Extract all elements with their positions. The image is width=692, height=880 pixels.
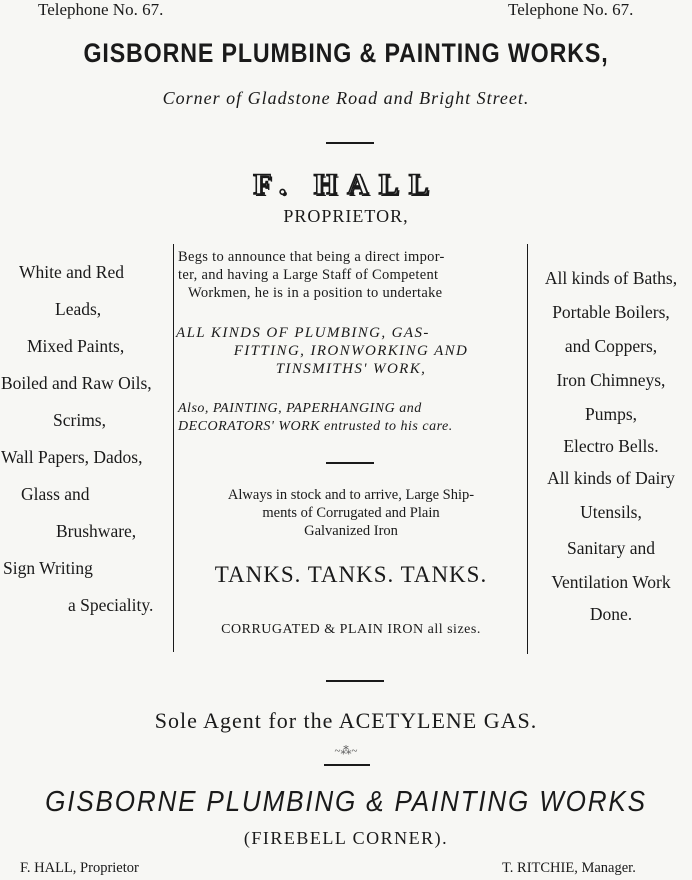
divider-center-1 bbox=[326, 462, 374, 464]
divider-top bbox=[326, 142, 374, 144]
list-item: Sanitary and bbox=[567, 538, 655, 558]
footer-proprietor: F. HALL, Proprietor bbox=[20, 860, 139, 876]
tanks-headline: TANKS. TANKS. TANKS. bbox=[214, 562, 488, 587]
column-divider-left bbox=[173, 244, 174, 652]
intro-line: Begs to announce that being a direct impor- bbox=[178, 249, 445, 265]
list-item: Utensils, bbox=[580, 502, 642, 522]
list-item: Glass and bbox=[21, 484, 90, 504]
list-item: Boiled and Raw Oils, bbox=[1, 373, 152, 393]
also-line: Also, PAINTING, PAPERHANGING and bbox=[178, 401, 422, 416]
intro-paragraph bbox=[176, 248, 528, 302]
list-item: Scrims, bbox=[53, 410, 106, 430]
services-paragraph bbox=[176, 324, 526, 378]
services-line: FITTING, IRONWORKING AND bbox=[233, 343, 469, 359]
telephone-right: Telephone No. 67. bbox=[508, 0, 634, 19]
list-item: Iron Chimneys, bbox=[556, 370, 666, 390]
services-line: ALL KINDS OF PLUMBING, GAS- bbox=[176, 325, 430, 341]
list-item: Brushware, bbox=[56, 521, 137, 541]
list-item: Ventilation Work bbox=[551, 572, 671, 592]
list-item: and Coppers, bbox=[564, 336, 658, 356]
list-item: Portable Boilers, bbox=[552, 302, 670, 322]
telephone-left: Telephone No. 67. bbox=[38, 0, 164, 19]
business-title: GISBORNE PLUMBING & PAINTING WORKS, bbox=[83, 38, 609, 68]
proprietor-name: F. HALL bbox=[253, 168, 439, 201]
divider-bottom bbox=[324, 764, 370, 766]
list-item: Wall Papers, Dados, bbox=[1, 447, 143, 467]
list-item: All kinds of Baths, bbox=[544, 268, 678, 288]
divider-lower bbox=[326, 680, 384, 682]
list-item: Electro Bells. bbox=[563, 436, 659, 456]
intro-line: ter, and having a Large Staff of Competent bbox=[178, 267, 439, 283]
proprietor-label: PROPRIETOR, bbox=[283, 206, 409, 226]
footer-business-title: GISBORNE PLUMBING & PAINTING WORKS bbox=[45, 786, 647, 818]
business-address: Corner of Gladstone Road and Bright Street. bbox=[162, 88, 530, 108]
intro-line: Workmen, he is in a position to undertake bbox=[188, 285, 443, 301]
list-item: a Speciality. bbox=[68, 595, 154, 615]
iron-sizes: CORRUGATED & PLAIN IRON all sizes. bbox=[221, 622, 481, 637]
list-item: All kinds of Dairy bbox=[547, 468, 675, 488]
stock-paragraph bbox=[176, 486, 526, 540]
also-paragraph bbox=[176, 400, 528, 436]
list-item: Pumps, bbox=[584, 404, 638, 424]
list-item: Mixed Paints, bbox=[27, 336, 125, 356]
footer-manager: T. RITCHIE, Manager. bbox=[502, 860, 636, 876]
ornament-flourish-icon: ~⁂~ bbox=[334, 745, 358, 757]
sole-agent-notice: Sole Agent for the ACETYLENE GAS. bbox=[154, 708, 538, 733]
footer-location: (FIREBELL CORNER). bbox=[243, 828, 449, 848]
also-line: DECORATORS' WORK entrusted to his care. bbox=[178, 419, 453, 434]
stock-line: Always in stock and to arrive, Large Ship- bbox=[227, 487, 475, 503]
stock-line: ments of Corrugated and Plain bbox=[262, 505, 440, 521]
column-divider-right bbox=[527, 244, 528, 654]
services-line: TINSMITHS' WORK, bbox=[275, 361, 427, 377]
list-item: Sign Writing bbox=[3, 558, 93, 578]
list-item: White and Red bbox=[19, 262, 124, 282]
list-item: Leads, bbox=[55, 299, 102, 319]
list-item: Done. bbox=[589, 604, 633, 624]
stock-line: Galvanized Iron bbox=[304, 523, 398, 539]
